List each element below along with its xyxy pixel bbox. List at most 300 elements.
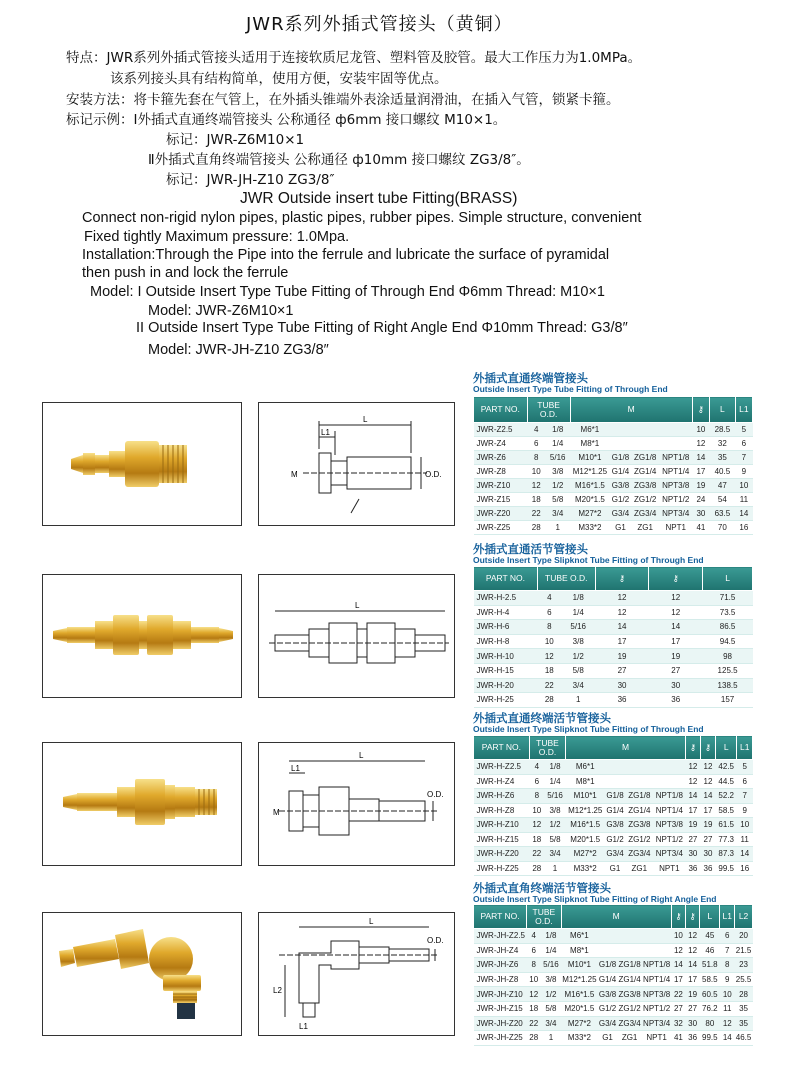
table-cell: ZG3/8: [625, 818, 653, 833]
table-cell: [598, 929, 618, 944]
table-cell: [625, 774, 653, 789]
table-cell: M8*1: [570, 437, 610, 451]
part-number-cell: JWR-H-Z25: [474, 861, 530, 876]
table-cell: 125.5: [703, 663, 753, 678]
table-cell: 18: [537, 663, 561, 678]
table-cell: 18: [527, 1001, 541, 1016]
table-row: [474, 451, 753, 465]
table-cell: 9: [737, 803, 753, 818]
table-cell: 35: [710, 451, 736, 465]
table-cell: 99.5: [715, 861, 736, 876]
table-cell: [642, 943, 672, 958]
table-cell: M27*2: [561, 1016, 598, 1031]
table-cell: 27: [671, 1001, 685, 1016]
table-row: [474, 663, 753, 678]
table-cell: 3/8: [541, 972, 561, 987]
table-cell: 12: [720, 1016, 735, 1031]
table-cell: 14: [686, 958, 700, 973]
table-cell: M33*2: [570, 521, 610, 535]
table-cell: 12: [686, 929, 700, 944]
table-cell: 32: [671, 1016, 685, 1031]
header-tube-od: TUBE O.D.: [527, 397, 570, 423]
table-cell: G1/8: [605, 789, 626, 804]
table-cell: 28.5: [710, 423, 736, 437]
table-cell: 1: [561, 693, 595, 708]
table-cell: 3/4: [541, 1016, 561, 1031]
table-cell: [631, 437, 659, 451]
table-cell: 19: [595, 649, 649, 664]
table-cell: 10: [720, 987, 735, 1002]
table-cell: 17: [671, 972, 685, 987]
table-cell: [653, 774, 685, 789]
part-number-cell: JWR-JH-Z20: [474, 1016, 527, 1031]
header-tube-od: TUBE O.D.: [537, 567, 595, 591]
part-number-cell: JWR-H-Z2.5: [474, 760, 530, 775]
table-cell: 27: [686, 1001, 700, 1016]
part-number-cell: JWR-JH-Z2.5: [474, 929, 527, 944]
table-cell: 14: [735, 507, 752, 521]
table-cell: 28: [735, 987, 753, 1002]
table-cell: [610, 423, 631, 437]
table-cell: M6*1: [570, 423, 610, 437]
table-cell: 5/16: [561, 620, 595, 635]
header-wrench-icon: ⚷: [671, 905, 685, 929]
table-cell: NPT1/4: [653, 803, 685, 818]
table-cell: 12: [649, 591, 703, 606]
table-cell: 9: [720, 972, 735, 987]
table-cell: 12: [700, 760, 715, 775]
table-cell: 19: [685, 818, 700, 833]
table-cell: M12*1.25: [570, 465, 610, 479]
table-cell: [617, 929, 642, 944]
table-cell: 22: [527, 1016, 541, 1031]
table-cell: ZG1/2: [631, 493, 659, 507]
section-1-title-cn: 外插式直通终端管接头: [473, 371, 588, 385]
table-cell: 12: [685, 774, 700, 789]
table-cell: 4: [527, 929, 541, 944]
header-m: M: [570, 397, 692, 423]
header-wrench-icon-2: ⚷: [649, 567, 703, 591]
table-cell: 27: [649, 663, 703, 678]
table-cell: 1: [544, 861, 565, 876]
en-title: JWR Outside insert tube Fitting(BRASS): [240, 190, 518, 207]
table-cell: 17: [595, 634, 649, 649]
table-cell: 12: [595, 591, 649, 606]
table-cell: 35: [735, 1001, 753, 1016]
table-cell: [605, 774, 626, 789]
table-cell: NPT3/4: [653, 847, 685, 862]
table-cell: NPT1/4: [642, 972, 672, 987]
section-1-title-en: Outside Insert Type Tube Fitting of Through End: [473, 384, 668, 394]
part-number-cell: JWR-H-8: [474, 634, 538, 649]
table-cell: 3/8: [545, 465, 570, 479]
header-l: L: [710, 397, 736, 423]
table-cell: 1/8: [544, 760, 565, 775]
header-l1: L1: [735, 397, 752, 423]
table-cell: 54: [710, 493, 736, 507]
section-3-title-en: Outside Insert Type Slipknot Tube Fitting of Through End: [473, 724, 704, 734]
table-cell: 6: [720, 929, 735, 944]
table-cell: 63.5: [710, 507, 736, 521]
drawing-label-l: L: [369, 917, 374, 926]
table-cell: M27*2: [570, 507, 610, 521]
header-tube-od: TUBE O.D.: [527, 905, 561, 929]
header-wrench-icon: ⚷: [595, 567, 649, 591]
table-cell: M27*2: [566, 847, 605, 862]
table-cell: 44.5: [715, 774, 736, 789]
table-cell: 45: [700, 929, 720, 944]
spec-table-right-angle: [473, 904, 753, 1046]
header-wrench-icon: ⚷: [685, 736, 700, 760]
table-cell: 18: [529, 832, 544, 847]
table-cell: [653, 760, 685, 775]
table-cell: 5/8: [545, 493, 570, 507]
table-cell: G1: [598, 1031, 618, 1046]
en-line-3: Installation:Through the Pipe into the ferrule and lubricate the surface of pyramidal: [82, 247, 610, 263]
table-cell: 17: [685, 803, 700, 818]
part-number-cell: JWR-H-Z15: [474, 832, 530, 847]
drawing-label-od: O.D.: [427, 790, 444, 799]
drawing-slipknot-through-end: [258, 742, 455, 866]
table-cell: 36: [686, 1031, 700, 1046]
table-cell: 4: [537, 591, 561, 606]
spec-table-slipknot-through: [473, 566, 753, 708]
table-cell: 12: [529, 818, 544, 833]
table-cell: M20*1.5: [566, 832, 605, 847]
table-row: [474, 479, 753, 493]
table-cell: 5/16: [541, 958, 561, 973]
table-cell: 28: [527, 521, 545, 535]
table-cell: 12: [527, 479, 545, 493]
table-cell: 1/4: [541, 943, 561, 958]
table-cell: 23: [735, 958, 753, 973]
drawing-label-m: M: [291, 470, 298, 479]
header-wrench-icon: ⚷: [692, 397, 709, 423]
table-cell: 8: [527, 451, 545, 465]
table-cell: 22: [537, 678, 561, 693]
part-number-cell: JWR-Z25: [474, 521, 528, 535]
table-cell: 6: [737, 774, 753, 789]
table-cell: 19: [692, 479, 709, 493]
table-cell: 10: [529, 803, 544, 818]
cn-example-line-2: Ⅱ外插式直角终端管接头 公称通径 ф10mm 接口螺纹 ZG3/8″。: [148, 152, 530, 168]
table-cell: 9: [735, 465, 752, 479]
table-cell: 1/2: [545, 479, 570, 493]
part-number-cell: JWR-H-10: [474, 649, 538, 664]
header-l2: L2: [735, 905, 753, 929]
product-photo-slipknot-through-end: [42, 742, 242, 866]
table-cell: 6: [529, 774, 544, 789]
table-cell: NPT1/8: [642, 958, 672, 973]
table-cell: 30: [685, 847, 700, 862]
table-cell: 1: [545, 521, 570, 535]
table-cell: 12: [671, 943, 685, 958]
table-cell: G1/4: [610, 465, 631, 479]
section-3-title-cn: 外插式直通终端活节管接头: [473, 711, 611, 725]
table-row: [474, 507, 753, 521]
table-cell: 6: [527, 437, 545, 451]
table-cell: NPT1: [659, 521, 692, 535]
table-cell: 8: [529, 789, 544, 804]
en-line-8: Model: JWR-JH-Z10 ZG3/8″: [148, 342, 329, 358]
header-part-no: PART NO.: [474, 397, 528, 423]
table-cell: 4: [527, 423, 545, 437]
drawing-label-l2: L2: [273, 986, 282, 995]
table-cell: G1/8: [610, 451, 631, 465]
part-number-cell: JWR-JH-Z6: [474, 958, 527, 973]
table-row: [474, 943, 753, 958]
table-cell: 5/16: [545, 451, 570, 465]
table-cell: 10: [692, 423, 709, 437]
table-row: [474, 774, 753, 789]
drawing-through-end: [258, 402, 455, 526]
table-cell: 10: [527, 465, 545, 479]
table-cell: 17: [686, 972, 700, 987]
table-cell: 60.5: [700, 987, 720, 1002]
cn-feature-line-1: 特点：JWR系列外插式管接头适用于连接软质尼龙管、塑料管及胶管。最大工作压力为1.0MPa。: [66, 50, 642, 66]
table-cell: G3/4: [605, 847, 626, 862]
table-cell: ZG1/8: [625, 789, 653, 804]
table-cell: 22: [529, 847, 544, 862]
table-cell: 22: [671, 987, 685, 1002]
table-cell: M10*1: [561, 958, 598, 973]
table-cell: G1/4: [605, 803, 626, 818]
part-number-cell: JWR-JH-Z4: [474, 943, 527, 958]
table-cell: 76.2: [700, 1001, 720, 1016]
cn-feature-line-2: 该系列接头具有结构简单，使用方便，安装牢固等优点。: [110, 71, 448, 87]
table-cell: 51.8: [700, 958, 720, 973]
header-l1: L1: [737, 736, 753, 760]
section-4-title-en: Outside Insert Type Slipknot Tube Fitting of Right Angle End: [473, 894, 717, 904]
drawing-label-l: L: [359, 751, 364, 760]
table-cell: ZG3/8: [631, 479, 659, 493]
table-row: [474, 789, 753, 804]
table-cell: 18: [527, 493, 545, 507]
drawing-slipknot-through: [258, 574, 455, 698]
table-cell: NPT3/4: [659, 507, 692, 521]
table-cell: 12: [527, 987, 541, 1002]
table-cell: 24: [692, 493, 709, 507]
table-cell: 12: [692, 437, 709, 451]
table-cell: M16*1.5: [570, 479, 610, 493]
header-l: L: [700, 905, 720, 929]
table-cell: [610, 437, 631, 451]
table-cell: M8*1: [561, 943, 598, 958]
spec-table-slipknot-through-end: [473, 735, 753, 876]
header-l: L: [715, 736, 736, 760]
table-cell: 10: [735, 479, 752, 493]
table-cell: [625, 760, 653, 775]
table-cell: 17: [692, 465, 709, 479]
table-cell: 1/2: [561, 649, 595, 664]
table-cell: 11: [720, 1001, 735, 1016]
table-cell: M8*1: [566, 774, 605, 789]
table-cell: 36: [649, 693, 703, 708]
table-row: [474, 678, 753, 693]
header-m: M: [561, 905, 671, 929]
table-cell: 41: [671, 1031, 685, 1046]
table-row: [474, 832, 753, 847]
section-2-title-en: Outside Insert Type Slipknot Tube Fitting of Through End: [473, 555, 704, 565]
part-number-cell: JWR-H-Z8: [474, 803, 530, 818]
cn-example-line-1: 标记示例：Ⅰ外插式直通终端管接头 公称通径 ф6mm 接口螺纹 M10×1。: [66, 112, 507, 128]
table-cell: 52.2: [715, 789, 736, 804]
table-cell: ZG1/2: [617, 1001, 642, 1016]
table-cell: NPT1/2: [659, 493, 692, 507]
drawing-label-m: M: [273, 808, 280, 817]
table-cell: 21.5: [735, 943, 753, 958]
table-cell: G3/8: [610, 479, 631, 493]
table-cell: G3/8: [598, 987, 618, 1002]
table-cell: NPT3/8: [653, 818, 685, 833]
table-cell: ZG3/4: [625, 847, 653, 862]
table-row: [474, 605, 753, 620]
table-cell: 19: [649, 649, 703, 664]
part-number-cell: JWR-Z10: [474, 479, 528, 493]
table-cell: [631, 423, 659, 437]
table-cell: 20: [735, 929, 753, 944]
header-tube-od: TUBE O.D.: [529, 736, 565, 760]
table-cell: 46.5: [735, 1031, 753, 1046]
table-row: [474, 861, 753, 876]
table-row: [474, 423, 753, 437]
part-number-cell: JWR-H-Z20: [474, 847, 530, 862]
table-cell: 99.5: [700, 1031, 720, 1046]
en-line-4: then push in and lock the ferrule: [82, 265, 289, 281]
table-cell: 10: [537, 634, 561, 649]
table-cell: G1/2: [610, 493, 631, 507]
en-line-6: Model: JWR-Z6M10×1: [148, 303, 294, 319]
part-number-cell: JWR-Z6: [474, 451, 528, 465]
table-cell: [659, 437, 692, 451]
table-cell: ZG3/8: [617, 987, 642, 1002]
table-cell: 14: [737, 847, 753, 862]
table-cell: 36: [685, 861, 700, 876]
en-line-7: II Outside Insert Type Tube Fitting of Right Angle End Φ10mm Thread: G3/8″: [136, 320, 628, 336]
table-cell: 5: [735, 423, 752, 437]
header-part-no: PART NO.: [474, 736, 530, 760]
table-cell: 77.3: [715, 832, 736, 847]
table-cell: 30: [686, 1016, 700, 1031]
drawing-label-od: O.D.: [425, 470, 442, 479]
part-number-cell: JWR-JH-Z10: [474, 987, 527, 1002]
table-cell: G1/8: [598, 958, 618, 973]
cn-install-line: 安装方法：将卡箍先套在气管上，在外插头锥端外表涂适量润滑油，在插入气管，锁紧卡箍。: [66, 92, 620, 108]
drawing-right-angle: [258, 912, 455, 1036]
table-cell: 6: [537, 605, 561, 620]
table-cell: 27: [685, 832, 700, 847]
table-cell: 22: [527, 507, 545, 521]
table-cell: ZG1: [631, 521, 659, 535]
table-cell: 36: [595, 693, 649, 708]
table-cell: 10: [671, 929, 685, 944]
table-cell: ZG3/4: [631, 507, 659, 521]
table-cell: 3/4: [545, 507, 570, 521]
table-row: [474, 818, 753, 833]
part-number-cell: JWR-H-20: [474, 678, 538, 693]
table-cell: M10*1: [566, 789, 605, 804]
table-cell: 27: [595, 663, 649, 678]
table-row: [474, 1031, 753, 1046]
table-row: [474, 693, 753, 708]
table-cell: 12: [649, 605, 703, 620]
table-cell: 12: [595, 605, 649, 620]
header-part-no: PART NO.: [474, 905, 527, 929]
drawing-label-od: O.D.: [427, 936, 444, 945]
part-number-cell: JWR-Z4: [474, 437, 528, 451]
table-cell: NPT3/8: [659, 479, 692, 493]
drawing-label-l: L: [355, 601, 360, 610]
table-cell: 1/4: [561, 605, 595, 620]
page-title: JWR系列外插式管接头（黄铜）: [246, 14, 513, 35]
table-cell: 70: [710, 521, 736, 535]
part-number-cell: JWR-JH-Z25: [474, 1031, 527, 1046]
table-cell: 5/8: [561, 663, 595, 678]
table-cell: 27: [700, 832, 715, 847]
table-cell: 14: [720, 1031, 735, 1046]
cn-mark-line-2: 标记：JWR-JH-Z10 ZG3/8″: [166, 172, 335, 188]
table-row: [474, 972, 753, 987]
table-cell: M6*1: [566, 760, 605, 775]
table-cell: 5/16: [544, 789, 565, 804]
table-cell: ZG1: [617, 1031, 642, 1046]
table-cell: 35: [735, 1016, 753, 1031]
en-line-5: Model: I Outside Insert Type Tube Fitting of Through End Φ6mm Thread: M10×1: [90, 284, 605, 300]
drawing-label-l1: L1: [299, 1022, 308, 1031]
table-cell: NPT1/2: [642, 1001, 672, 1016]
table-cell: 1/4: [545, 437, 570, 451]
table-cell: 11: [737, 832, 753, 847]
table-cell: M12*1.25: [561, 972, 598, 987]
table-cell: 14: [685, 789, 700, 804]
table-cell: 14: [700, 789, 715, 804]
table-cell: 4: [529, 760, 544, 775]
table-row: [474, 493, 753, 507]
product-photo-through-end: [42, 402, 242, 526]
part-number-cell: JWR-H-Z10: [474, 818, 530, 833]
table-row: [474, 958, 753, 973]
table-cell: 14: [671, 958, 685, 973]
table-cell: 1/4: [544, 774, 565, 789]
table-row: [474, 929, 753, 944]
table-cell: 58.5: [715, 803, 736, 818]
table-cell: 5/8: [541, 1001, 561, 1016]
table-cell: 28: [537, 693, 561, 708]
table-cell: 14: [595, 620, 649, 635]
table-cell: ZG1/2: [625, 832, 653, 847]
header-m: M: [566, 736, 686, 760]
table-cell: ZG1/4: [617, 972, 642, 987]
table-cell: G1: [605, 861, 626, 876]
table-cell: [659, 423, 692, 437]
table-cell: 1/8: [561, 591, 595, 606]
table-row: [474, 591, 753, 606]
table-cell: 87.3: [715, 847, 736, 862]
table-row: [474, 620, 753, 635]
table-cell: M33*2: [561, 1031, 598, 1046]
cn-mark-line-1: 标记：JWR-Z6M10×1: [166, 132, 305, 148]
table-cell: 80: [700, 1016, 720, 1031]
table-cell: 14: [692, 451, 709, 465]
part-number-cell: JWR-Z2.5: [474, 423, 528, 437]
table-cell: 71.5: [703, 591, 753, 606]
table-cell: ZG1/8: [617, 958, 642, 973]
table-row: [474, 987, 753, 1002]
table-cell: 17: [649, 634, 703, 649]
table-cell: 19: [686, 987, 700, 1002]
table-cell: [598, 943, 618, 958]
table-cell: 5/8: [544, 832, 565, 847]
